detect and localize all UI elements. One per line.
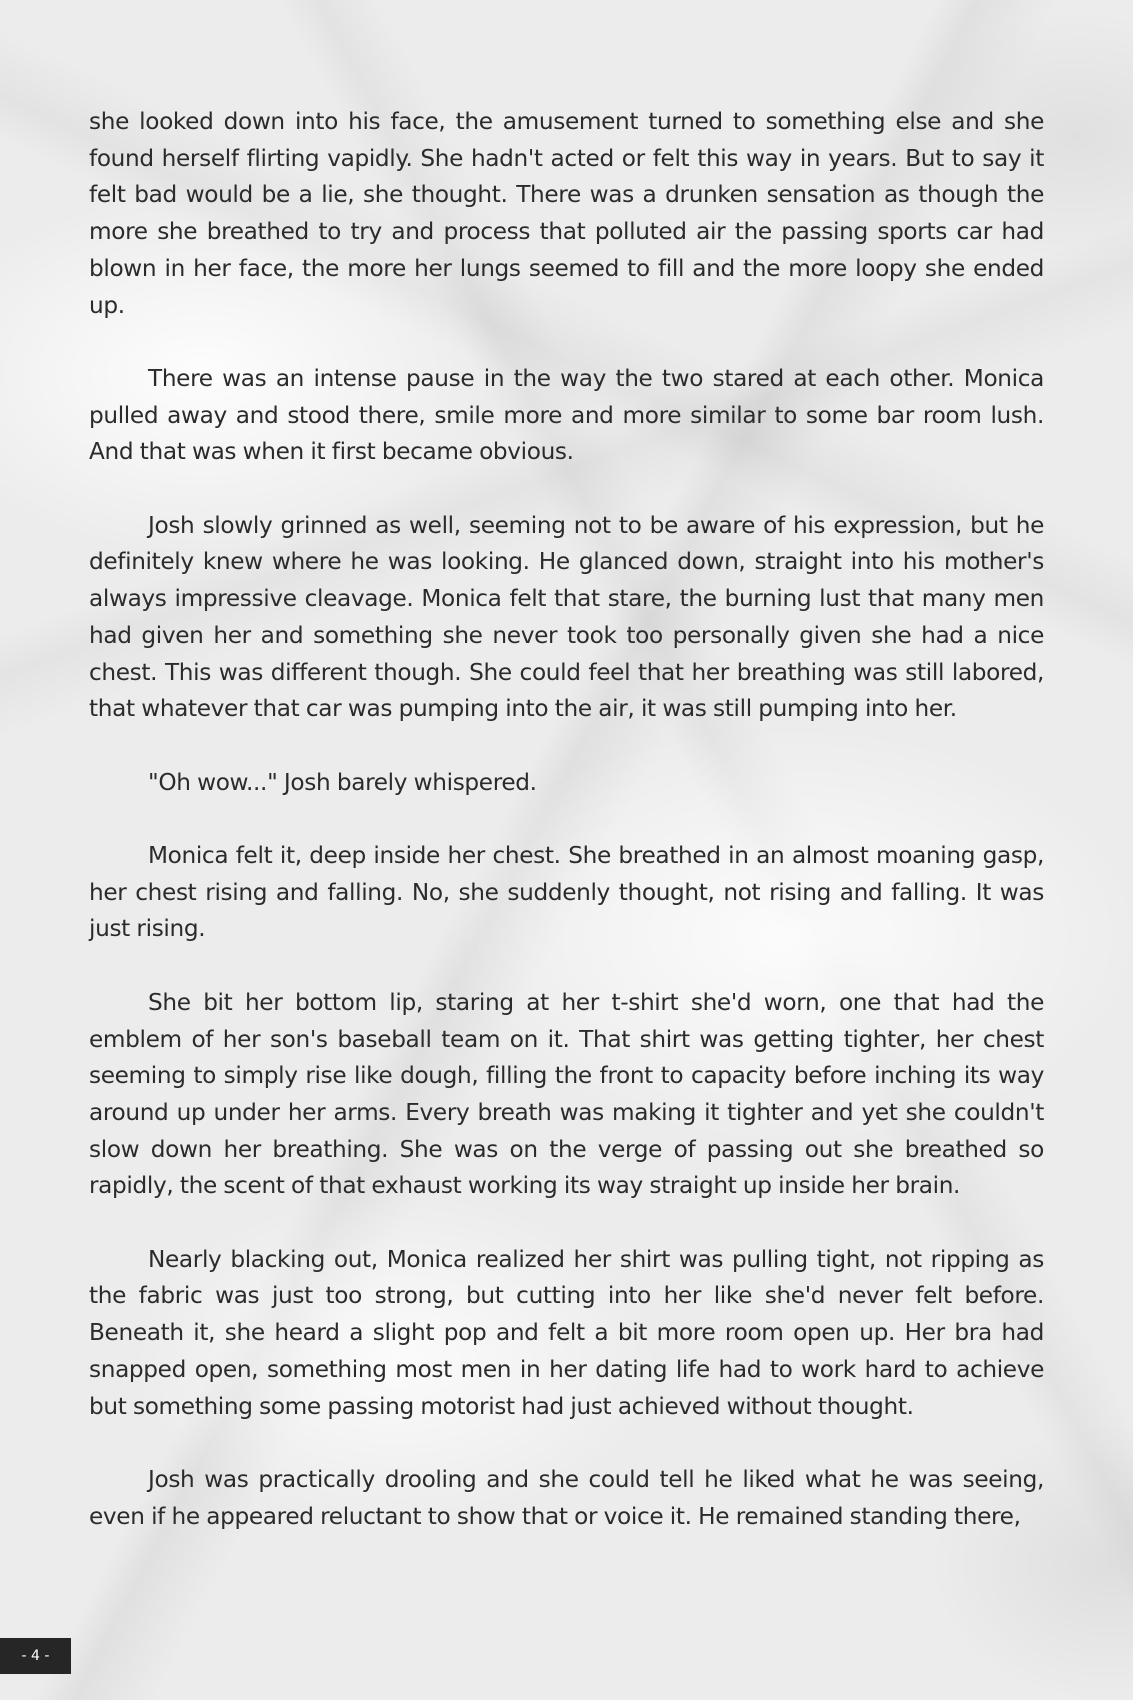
paragraph-4: "Oh wow..." Josh barely whispered. — [148, 768, 537, 796]
paragraph-7: Nearly blacking out, Monica realized her shirt was pulling tight, not ripping as the fabric was just too strong, but cutting into her like she'd never felt before. Beneath it, she heard a slight pop and felt a bit more room open up. Her bra had snapped open, something most men in her dating life had to work hard to achieve but something some passing motorist had just achieved without thought. — [89, 1245, 1044, 1420]
paragraph-6: She bit her bottom lip, staring at her t-shirt she'd worn, one that had the emblem of her son's baseball team on it. That shirt was getting tighter, her chest seeming to simply rise like dough, filling the front to capacity before inching its way around up under her arms. Every breath was making it tighter and yet she couldn't slow down her breathing. She was on the verge of passing out she breathed so rapidly, the scent of that exhaust working its way straight up inside her brain. — [89, 988, 1044, 1200]
paragraph-5: Monica felt it, deep inside her chest. She breathed in an almost moaning gasp, her chest rising and falling. No, she suddenly thought, not rising and falling. It was just rising. — [89, 842, 1044, 943]
paragraph-8: Josh was practically drooling and she could tell he liked what he was seeing, even if he appeared reluctant to show that or voice it. He remained standing there, — [89, 1465, 1044, 1530]
page-number: - 4 - — [0, 1638, 71, 1674]
page-body — [89, 104, 1044, 1572]
paragraph-1: she looked down into his face, the amusement turned to something else and she found herself flirting vapidly. She hadn't acted or felt this way in years. But to say it felt bad would be a lie, she thought. There was a drunken sensation as though the more she breathed to try and process that polluted air the passing sports car had blown in her face, the more her lungs seemed to fill and the more loopy she ended up. — [89, 108, 1044, 319]
paragraph-2: There was an intense pause in the way the two stared at each other. Monica pulled away and stood there, smile more and more similar to some bar room lush. And that was when it first became obvious. — [89, 364, 1044, 466]
paragraph-3: Josh slowly grinned as well, seeming not to be aware of his expression, but he definitely knew where he was looking. He glanced down, straight into his mother's always impressive cleavage. Monica felt that stare, the burning lust that many men had given her and something she never took too personally given she had a nice chest. This was different though. She could feel that her breathing was still labored, that whatever that car was pumping into the air, it was still pumping into her. — [89, 511, 1044, 723]
